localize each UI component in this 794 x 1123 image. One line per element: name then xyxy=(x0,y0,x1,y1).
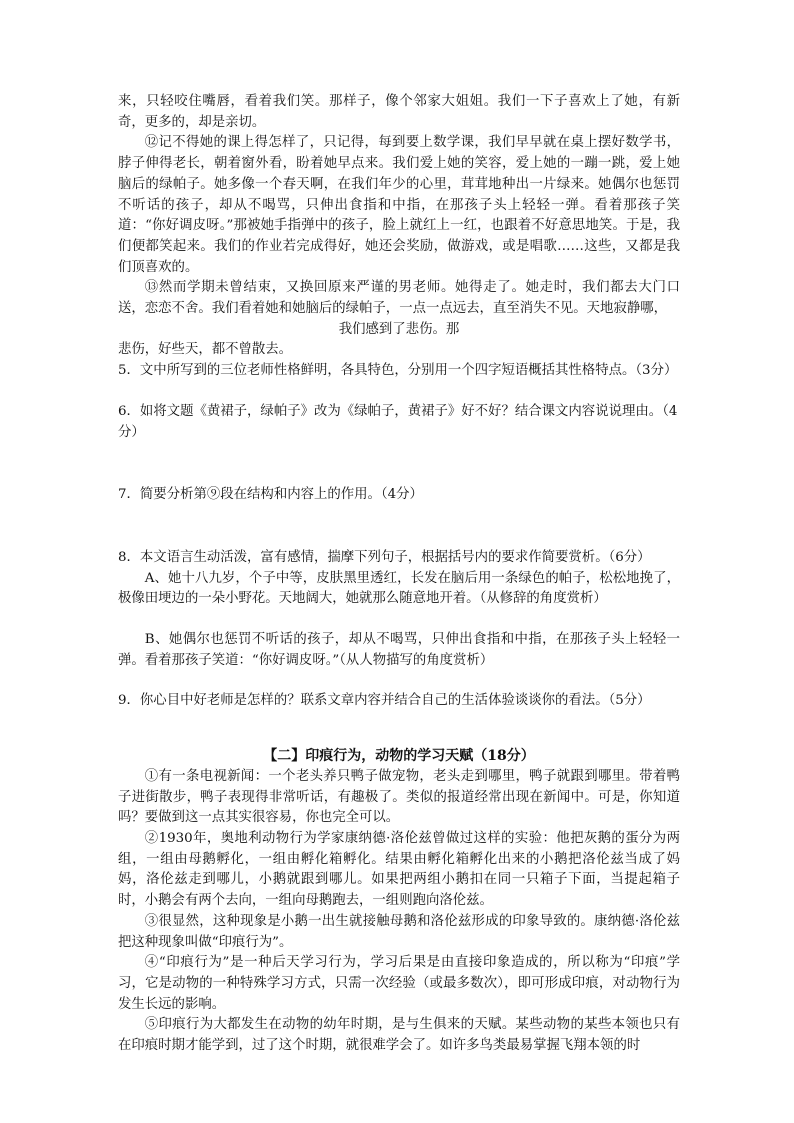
passage-paragraph-13: ⑬然而学期未曾结束，又换回原来严谨的男老师。她得走了。她走时，我们都去大门口送，恋恋不舍。我们看着她和她脑后的绿帕子，一点一点远去，直至消失不见。天地寂静哪， xyxy=(118,280,680,317)
question-5: 5．文中所写到的三位老师性格鲜明，各具特色，分别用一个四字短语概括其性格特点。（3分） xyxy=(118,363,678,379)
section-2-paragraph-2: ②1930年，奥地利动物行为学家康纳德·洛伦兹曾做过这样的实验：他把灰鹅的蛋分为两组，一组由母鹅孵化，一组由孵化箱孵化。结果由孵化箱孵化出来的小鹅把洛伦兹当成了妈妈，洛伦兹走到哪儿，小鹅就跟到哪儿。如果把两组小鹅扣在同一只箱子下面，当提起箱子时，小鹅会有两个去向，一组向母鹅跑去，一组则跑向洛伦兹。 xyxy=(118,830,680,909)
section-2-paragraph-1: ①有一条电视新闻：一个老头养只鸭子做宠物，老头走到哪里，鸭子就跟到哪里。带着鸭子进街散步，鸭子表现得非常听话，有趣极了。类似的报道经常出现在新闻中。可是，你知道吗？要做到这一点其实很容易，你也完全可以。 xyxy=(118,768,680,826)
answer-space xyxy=(118,506,680,548)
question-8-item-a: A、她十八九岁，个子中等，皮肤黑里透红，长发在脑后用一条绿色的帕子，松松地挽了，极像田埂边的一朵小野花。天地阔大，她就那么随意地开着。（从修辞的角度赏析） xyxy=(118,570,680,607)
section-2-paragraph-3: ③很显然，这种现象是小鹅一出生就接触母鹅和洛伦兹形成的印象导致的。康纳德·洛伦兹把这种现象叫做“印痕行为”。 xyxy=(118,913,680,950)
question-8-item-b: B、她偶尔也惩罚不听话的孩子，却从不喝骂，只伸出食指和中指，在那孩子头上轻轻一弹。看着那孩子笑道：“你好调皮呀。”（从人物描写的角度赏析） xyxy=(118,632,680,668)
answer-space xyxy=(118,610,680,630)
document-page xyxy=(118,92,680,1057)
answer-space xyxy=(118,443,680,485)
passage-paragraph-12: ⑫记不得她的课上得怎样了，只记得，每到要上数学课，我们早早就在桌上摆好数学书，脖子伸得老长，朝着窗外看，盼着她早点来。我们爱上她的笑容，爱上她的一蹦一跳，爱上她脑后的绿帕子。她多像一个春天啊，在我们年少的心里，茸茸地种出一片绿来。她偶尔也惩罚不听话的孩子，却从不喝骂，只伸出食指和中指，在那孩子头上轻轻一弹。看着那孩子笑道：“你好调皮呀。”那被她手指弹中的孩子，脸上就红上一红，也跟着不好意思地笑。于是，我们便都笑起来。我们的作业若完成得好，她还会奖励，做游戏，或是唱歌……这些，又都是我们顶喜欢的。 xyxy=(118,135,680,275)
answer-space xyxy=(118,671,680,691)
section-2-paragraph-4: ④“印痕行为”是一种后天学习行为，学习后果是由直接印象造成的，所以称为“印痕”学习，它是动物的一种特殊学习方式，只需一次经验（或最多数次），即可形成印痕，对动物行为发生长远的影响。 xyxy=(118,955,680,1012)
section-2-paragraph-5: ⑤印痕行为大都发生在动物的幼年时期，是与生俱来的天赋。某些动物的某些本领也只有在印痕时期才能学到，过了这个时期，就很难学会了。如许多鸟类最易掌握飞翔本领的时 xyxy=(118,1017,680,1054)
passage-paragraph-13-tail: 悲伤，好些天，都不曾散去。 xyxy=(118,342,293,358)
question-6: 6．如将文题《黄裙子，绿帕子》改为《绿帕子，黄裙子》好不好？结合课文内容说说理由。（4分） xyxy=(118,403,678,440)
question-9: 9．你心目中好老师是怎样的？联系文章内容并结合自己的生活体验谈谈你的看法。（5分） xyxy=(118,693,651,709)
passage-paragraph-continued: 来，只轻咬住嘴唇，看着我们笑。那样子，像个邻家大姐姐。我们一下子喜欢上了她，有新奇，更多的，却是亲切。 xyxy=(118,94,680,130)
question-7: 7．简要分析第⑨段在结构和内容上的作用。（4分） xyxy=(118,487,423,503)
answer-space xyxy=(118,382,680,402)
answer-space xyxy=(118,712,680,746)
section-2-title: 【二】印痕行为，动物的学习天赋（18分） xyxy=(263,748,535,765)
passage-paragraph-13-center-line: 我们感到了悲伤。那 xyxy=(338,321,460,337)
question-8: 8．本文语言生动活泼，富有感情，揣摩下列句子，根据括号内的要求作简要赏析。（6分） xyxy=(118,549,651,565)
